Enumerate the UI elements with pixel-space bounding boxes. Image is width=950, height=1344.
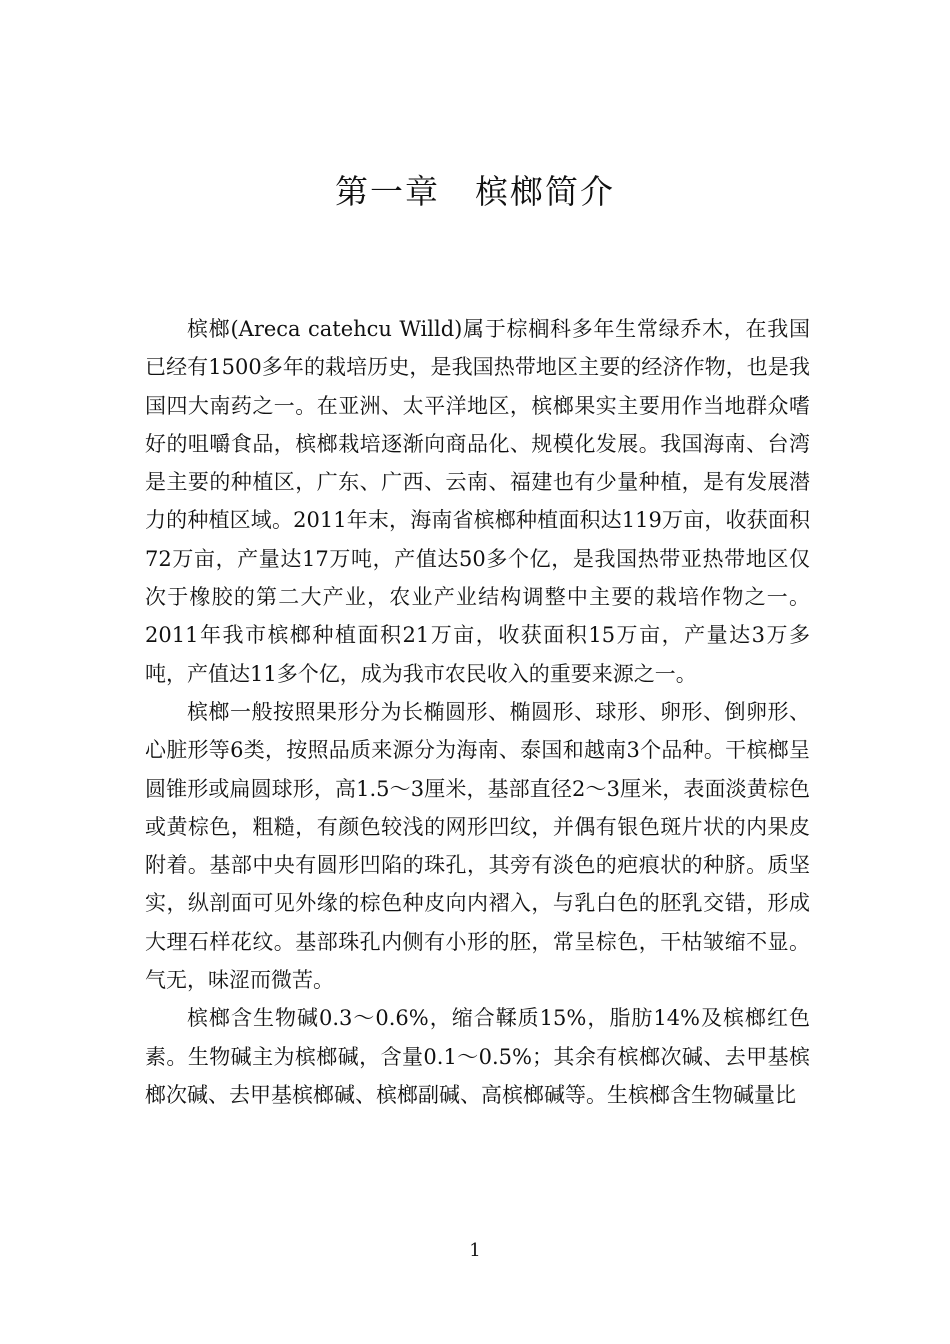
paragraph-fruit-shape: 槟榔一般按照果形分为长椭圆形、椭圆形、球形、卵形、倒卵形、心脏形等6类，按照品质来源分为海南、泰国和越南3个品种。干槟榔呈圆锥形或扁圆球形，高1.5～3厘米，基部直径2～3厘米，表面淡黄棕色或黄棕色，粗糙，有颜色较浅的网形凹纹，并偶有银色斑片状的内果皮附着。基部中央有圆形凹陷的珠孔，其旁有淡色的疤痕状的种脐。质坚实，纵剖面可见外缘的棕色种皮向内褶入，与乳白色的胚乳交错，形成大理石样花纹。基部珠孔内侧有小形的胚，常呈棕色，干枯皱缩不显。气无，味涩而微苦。 [145,699,810,993]
paragraph-intro: 槟榔(Areca catehcu Willd)属于棕榈科多年生常绿乔木，在我国已经有1500多年的栽培历史，是我国热带地区主要的经济作物，也是我国四大南药之一。在亚洲、太平洋地区，槟榔果实主要用作当地群众嗜好的咀嚼食品，槟榔栽培逐渐向商品化、规模化发展。我国海南、台湾是主要的种植区，广东、广西、云南、福建也有少量种植，是有发展潜力的种植区域。2011年末，海南省槟榔种植面积达119万亩，收获面积72万亩，产量达17万吨，产值达50多个亿，是我国热带亚热带地区仅次于橡胶的第二大产业，农业产业结构调整中主要的栽培作物之一。2011年我市槟榔种植面积21万亩，收获面积15万亩，产量达3万多吨，产值达11多个亿，成为我市农民收入的重要来源之一。 [145,317,810,686]
chapter-title: 第一章 槟榔简介 [335,172,615,211]
body-text [145,310,810,1114]
page-number: 1 [469,1240,481,1261]
paragraph-composition: 槟榔含生物碱0.3～0.6%，缩合鞣质15%，脂肪14%及槟榔红色素。生物碱主为槟榔碱，含量0.1～0.5%；其余有槟榔次碱、去甲基槟榔次碱、去甲基槟榔碱、槟榔副碱、高槟榔碱等。生槟榔含生物碱量比 [145,1006,810,1107]
